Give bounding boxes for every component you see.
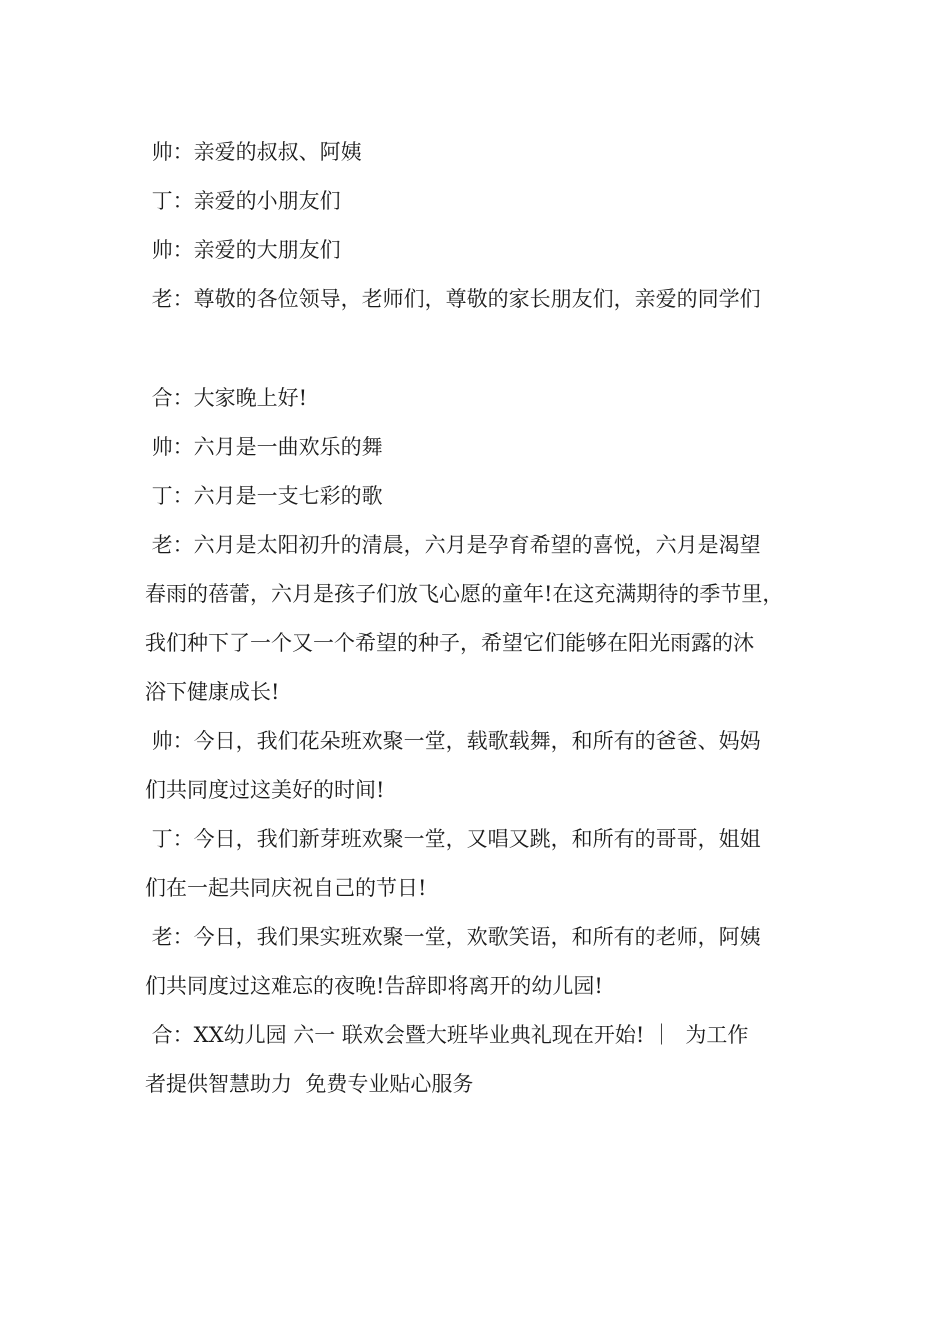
- document-body: [145, 128, 810, 1109]
- dialogue-line: 帅：亲爱的大朋友们: [145, 238, 341, 262]
- paragraph-line: 们共同度过这美好的时间!: [145, 778, 385, 802]
- dialogue-line: 帅：六月是一曲欢乐的舞: [145, 435, 383, 459]
- paragraph-line: 我们种下了一个又一个希望的种子，希望它们能够在阳光雨露的沐: [145, 631, 754, 655]
- blank-spacer: [145, 324, 810, 374]
- dialogue-line: 老：尊敬的各位领导，老师们，尊敬的家长朋友们，亲爱的同学们: [145, 287, 761, 311]
- paragraph-line: 们共同度过这难忘的夜晚!告辞即将离开的幼儿园!: [145, 974, 603, 998]
- paragraph-line: 丁：今日，我们新芽班欢聚一堂，又唱又跳，和所有的哥哥，姐姐: [145, 827, 761, 851]
- dialogue-paragraph: [145, 717, 810, 815]
- dialogue-line: 帅：亲爱的叔叔、阿姨: [145, 140, 362, 164]
- paragraph-line: 浴下健康成长!: [145, 680, 280, 704]
- paragraph-line: 老：六月是太阳初升的清晨，六月是孕育希望的喜悦，六月是渴望: [145, 533, 761, 557]
- dialogue-line: 丁：亲爱的小朋友们: [145, 189, 341, 213]
- dialogue-paragraph: [145, 1011, 810, 1109]
- paragraph-line: 者提供智慧助力 免费专业贴心服务: [145, 1072, 474, 1096]
- paragraph-line: 春雨的蓓蕾，六月是孩子们放飞心愿的童年!在这充满期待的季节里，: [145, 582, 784, 606]
- dialogue-line: 合：大家晚上好!: [145, 386, 308, 410]
- paragraph-line: 帅：今日，我们花朵班欢聚一堂，载歌载舞，和所有的爸爸、妈妈: [145, 729, 761, 753]
- paragraph-line: 们在一起共同庆祝自己的节日!: [145, 876, 427, 900]
- dialogue-paragraph: [145, 521, 810, 717]
- paragraph-line: 老：今日，我们果实班欢聚一堂，欢歌笑语，和所有的老师，阿姨: [145, 925, 761, 949]
- paragraph-line: 合：XX幼儿园 六一 联欢会暨大班毕业典礼现在开始! ｜ 为工作: [145, 1023, 749, 1047]
- dialogue-paragraph: [145, 815, 810, 913]
- dialogue-paragraph: [145, 913, 810, 1011]
- dialogue-line: 丁：六月是一支七彩的歌: [145, 484, 383, 508]
